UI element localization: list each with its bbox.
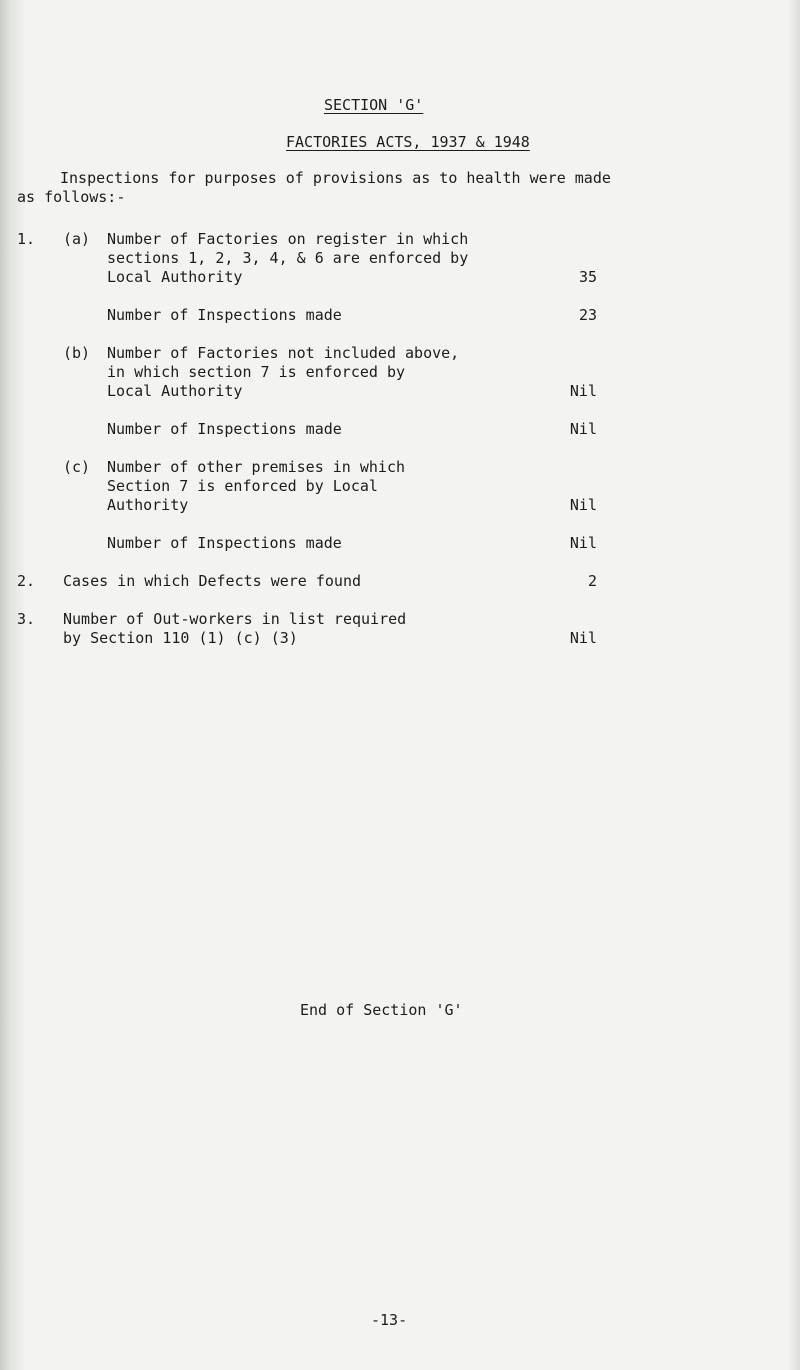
item-3-number: 3. — [17, 610, 36, 628]
item-1-number: 1. — [17, 230, 36, 248]
item-a-value: 35 — [578, 268, 597, 286]
item-b-desc-2: in which section 7 is enforced by — [107, 363, 406, 381]
item-c-desc-2: Section 7 is enforced by Local — [107, 477, 378, 495]
item-b-inspections-value: Nil — [569, 420, 597, 438]
item-2-text: Cases in which Defects were found — [63, 572, 362, 590]
item-a-desc-3: Local Authority — [107, 268, 243, 286]
item-2-number: 2. — [17, 572, 36, 590]
item-c-desc-1: Number of other premises in which — [107, 458, 406, 476]
item-b-label: (b) — [63, 344, 91, 362]
end-of-section: End of Section 'G' — [300, 1001, 463, 1019]
item-a-desc-2: sections 1, 2, 3, 4, & 6 are enforced by — [107, 249, 469, 267]
item-b-inspections-label: Number of Inspections made — [107, 420, 342, 438]
intro-line-2: as follows:- — [17, 188, 126, 206]
item-c-value: Nil — [569, 496, 597, 514]
item-3-text-1: Number of Out-workers in list required — [63, 610, 407, 628]
item-b-desc-1: Number of Factories not included above, — [107, 344, 460, 362]
item-c-desc-3: Authority — [107, 496, 189, 514]
item-a-desc-1: Number of Factories on register in which — [107, 230, 469, 248]
item-b-value: Nil — [569, 382, 597, 400]
item-c-inspections-value: Nil — [569, 534, 597, 552]
section-title: SECTION 'G' — [324, 96, 424, 114]
item-a-inspections-label: Number of Inspections made — [107, 306, 342, 324]
item-3-text-2: by Section 110 (1) (c) (3) — [63, 629, 298, 647]
page-number: -13- — [371, 1311, 408, 1329]
item-2-value: 2 — [587, 572, 597, 590]
subtitle: FACTORIES ACTS, 1937 & 1948 — [286, 133, 530, 151]
item-b-desc-3: Local Authority — [107, 382, 243, 400]
intro-line-1: Inspections for purposes of provisions as to health were made — [60, 169, 611, 187]
item-c-inspections-label: Number of Inspections made — [107, 534, 342, 552]
scan-shadow-right — [788, 0, 800, 1370]
item-c-label: (c) — [63, 458, 91, 476]
item-3-value: Nil — [569, 629, 597, 647]
item-a-inspections-value: 23 — [578, 306, 597, 324]
item-a-label: (a) — [63, 230, 91, 248]
